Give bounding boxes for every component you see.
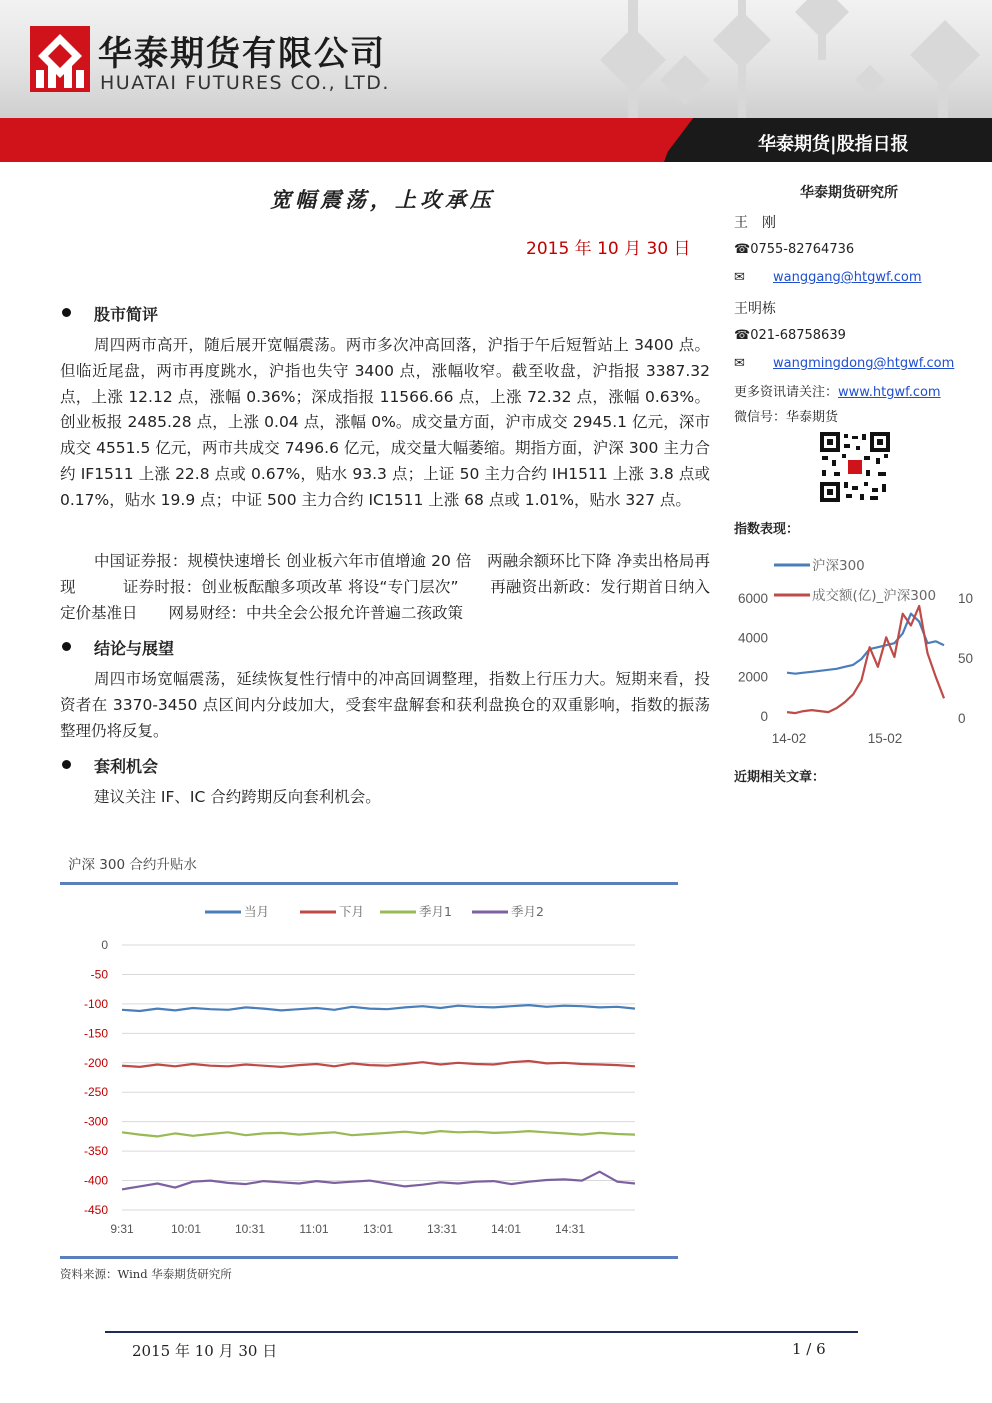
x-tick-label: 14-02 <box>771 731 807 746</box>
bullet-icon <box>62 760 71 769</box>
y-tick-label: -400 <box>83 1173 108 1188</box>
paragraph-outlook: 周四市场宽幅震荡，延续恢复性行情中的冲高回调整理，指数上行压力大。短期来看，投资者在 3370-3450 点区间内分歧加大，受套牢盘解套和获利盘换仓的双重影响，指数的振荡整理仍将反复。 <box>60 670 710 740</box>
series-line <box>122 1005 635 1011</box>
x-tick-label: 14:31 <box>554 1222 586 1236</box>
data-source: 资料来源：Wind 华泰期货研究所 <box>60 1267 232 1281</box>
x-tick-label: 10:31 <box>234 1222 266 1236</box>
legend-label: 季月1 <box>419 904 452 919</box>
legend-label: 下月 <box>339 904 365 919</box>
y-tick-label: -450 <box>83 1203 108 1217</box>
x-tick-label: 14:01 <box>490 1222 522 1236</box>
analyst-email-link[interactable]: wangmingdong@htgwf.com <box>773 356 955 371</box>
y-tick-label: 6000 <box>737 591 768 606</box>
article-title: 宽幅震荡，上攻承压 <box>270 188 495 212</box>
x-tick-label: 13:31 <box>426 1222 458 1236</box>
y-tick-label: -50 <box>90 967 108 982</box>
company-logo <box>30 26 90 92</box>
chart-top-rule <box>60 882 678 885</box>
paragraph-arbitrage: 建议关注 IF、IC 合约跨期反向套利机会。 <box>94 788 381 806</box>
analyst-name: 王 刚 <box>734 215 776 231</box>
related-articles-title: 近期相关文章： <box>734 770 826 785</box>
wechat-id: 微信号：华泰期货 <box>734 410 839 425</box>
y-tick-label: -300 <box>83 1114 108 1129</box>
company-name-cn: 华泰期货有限公司 <box>98 34 386 74</box>
x-tick-label: 10:01 <box>170 1222 202 1236</box>
legend-label: 当月 <box>244 904 270 919</box>
paragraph-market-review: 周四两市高开，随后展开宽幅震荡。两市多次冲高回落，沪指于午后短暂站上 3400 点。但临近尾盘，两市再度跳水，沪指也失守 3400 点，涨幅收窄。截至收盘，沪指报 3387.32 点，上涨 12.12 点，涨幅 0.36%；深成指报 11566.66 点，上涨 72.32 点，涨幅 0.63%。创业板报 2485.28 点，上涨 0.04 点，涨幅 0%。成交量方面，沪市成交 2945.1 亿元，深市成交 4551.5 亿元，两市共成交 7496.6 亿元，成交量大幅萎缩。期指方面，沪深 300 主力合约 IF1511 上涨 22.8 点或 0.67%，贴水 93.3 点；上证 50 主力合约 IH1511 上涨 3.8 点或 0.17%，贴水 19.9 点；中证 500 主力合约 IC1511 上涨 68 点或 1.01%，贴水 327 点。 <box>60 336 710 509</box>
legend-label: 沪深300 <box>812 558 865 574</box>
analyst-email[interactable] <box>773 270 922 285</box>
y-tick-label: 0 <box>101 938 108 952</box>
bullet-icon <box>62 642 71 651</box>
y2-tick-label: 10 <box>958 591 974 606</box>
legend-label: 成交额(亿)_沪深300 <box>812 588 937 604</box>
y-tick-label: 0 <box>760 709 768 724</box>
x-tick-label: 15-02 <box>867 731 903 746</box>
report-tag: 华泰期货|股指日报 <box>758 134 909 155</box>
analyst-phone: ☎021-68758639 <box>734 328 846 343</box>
x-tick-label: 13:01 <box>362 1222 394 1236</box>
y2-tick-label: 0 <box>958 711 966 726</box>
y-tick-label: -150 <box>83 1026 108 1041</box>
page-number: 1 / 6 <box>792 1340 826 1358</box>
mail-icon: ✉ <box>734 270 745 285</box>
more-info <box>734 381 941 400</box>
section-heading-arbitrage: 套利机会 <box>94 757 159 776</box>
analyst-email-link[interactable]: wanggang@htgwf.com <box>773 270 922 285</box>
series-line <box>122 1131 635 1136</box>
y-tick-label: -200 <box>83 1055 108 1070</box>
analyst-email[interactable] <box>773 356 954 371</box>
series-line <box>122 1061 635 1067</box>
y-tick-label: -100 <box>83 996 108 1011</box>
more-info-label: 更多资讯请关注： <box>734 385 839 400</box>
section-heading-market: 股市简评 <box>94 305 159 324</box>
footer-date: 2015 年 10 月 30 日 <box>132 1342 278 1360</box>
analyst-name: 王明栋 <box>734 301 776 317</box>
analyst-phone: ☎0755-82764736 <box>734 242 855 257</box>
y-tick-label: -350 <box>83 1144 108 1159</box>
y-tick-label: -250 <box>83 1085 108 1100</box>
y2-tick-label: 50 <box>958 651 974 666</box>
bullet-icon <box>62 308 71 317</box>
footer-rule <box>105 1331 858 1333</box>
chart-bottom-rule <box>60 1256 678 1259</box>
sidebar-institute: 华泰期货研究所 <box>800 185 898 201</box>
x-tick-label: 11:01 <box>299 1222 329 1236</box>
section-heading-outlook: 结论与展望 <box>94 639 175 658</box>
index-chart <box>732 548 982 753</box>
x-tick-label: 9:31 <box>110 1222 134 1236</box>
y-tick-label: 2000 <box>737 669 768 685</box>
legend-label: 季月2 <box>511 904 544 919</box>
basis-chart <box>60 890 678 1255</box>
paragraph-news: 中国证券报：规模快速增长 创业板六年市值增逾 20 倍 两融余额环比下降 净卖出格局再现 证券时报：创业板酝酿多项改革 将设“专门层次” 再融资出新政：发行期首日纳入定价基准日 网易财经：中共全会公报允许普遍二孩政策 <box>60 552 710 622</box>
company-name-en: HUATAI FUTURES CO., LTD. <box>100 72 390 94</box>
chart-title: 沪深 300 合约升贴水 <box>68 857 197 873</box>
article-date: 2015 年 10 月 30 日 <box>526 239 691 259</box>
mail-icon: ✉ <box>734 356 745 371</box>
y-tick-label: 4000 <box>737 630 768 646</box>
qr-code <box>820 432 890 502</box>
index-performance-title: 指数表现： <box>734 522 800 537</box>
website-link[interactable]: www.htgwf.com <box>838 385 941 400</box>
